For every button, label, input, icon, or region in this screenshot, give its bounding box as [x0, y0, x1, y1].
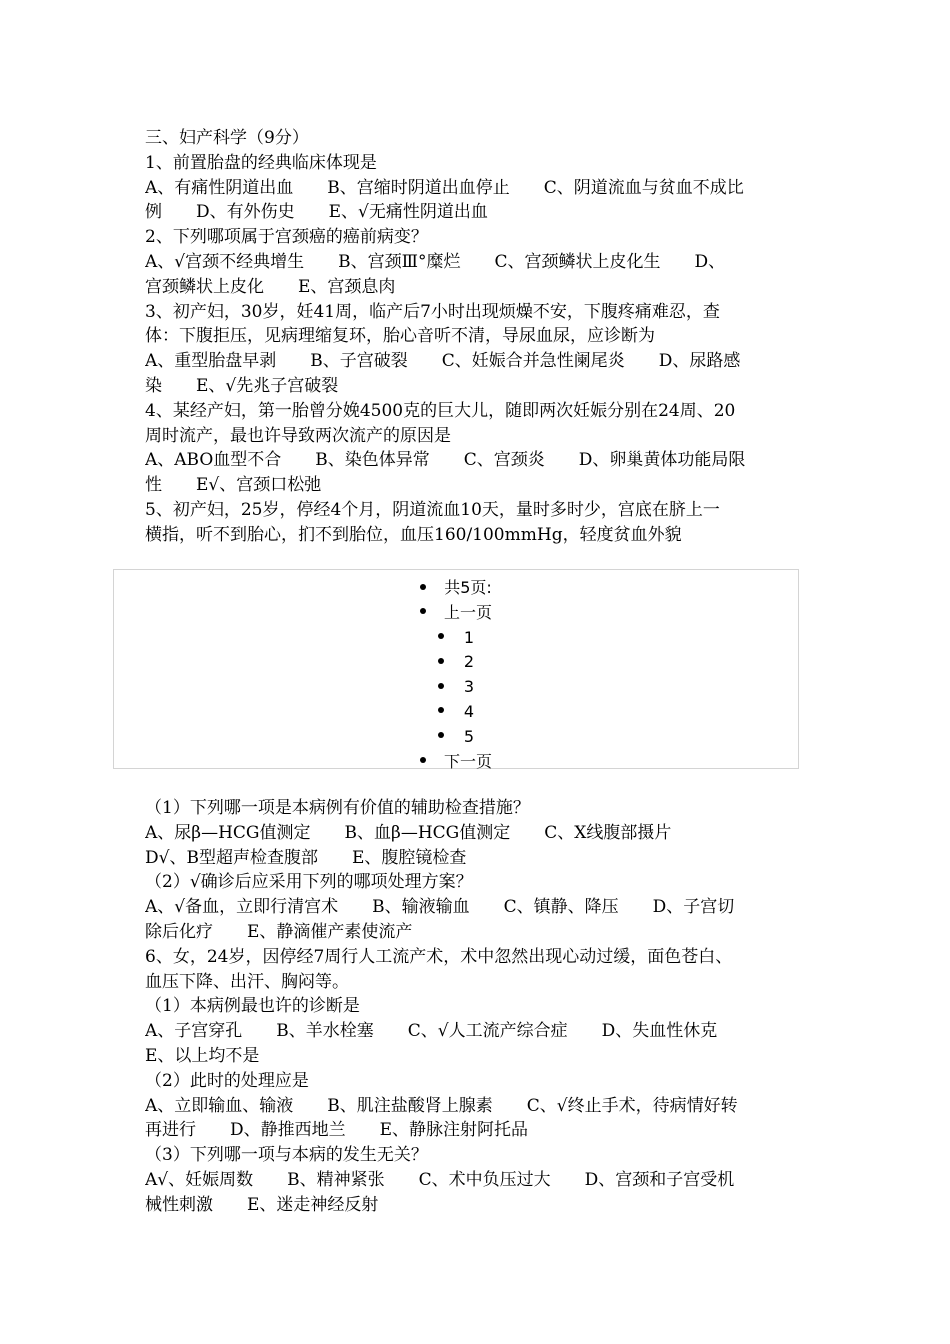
text-line: 周时流产，最也许导致两次流产的原因是 — [145, 425, 451, 446]
text-line: A√、妊娠周数 B、精神紧张 C、术中负压过大 D、宫颈和子宫受机 — [145, 1169, 735, 1190]
bullet-icon — [438, 707, 444, 713]
pagination-next-link[interactable]: 下一页 — [114, 750, 798, 775]
text-line: A、立即输血、输液 B、肌注盐酸肾上腺素 C、√终止手术，待病情好转 — [145, 1095, 738, 1116]
text-line: A、√备血，立即行清宫术 B、输液输血 C、镇静、降压 D、子宫切 — [145, 897, 735, 918]
text-line: （1）本病例最也许的诊断是 — [145, 996, 360, 1017]
text-line: 除后化疗 E、静滴催产素使流产 — [145, 921, 413, 942]
text-line: 2、下列哪项属于宫颈癌的癌前病变？ — [145, 227, 428, 248]
text-line: 1、前置胎盘的经典临床体现是 — [145, 152, 377, 173]
text-line: 横指，听不到胎心，扪不到胎位，血压160/100mmHg，轻度贫血外貌 — [145, 524, 682, 545]
bullet-icon — [438, 658, 444, 664]
text-line: A、有痛性阴道出血 B、宫缩时阴道出血停止 C、阴道流血与贫血不成比 — [145, 177, 744, 198]
text-line: 性 E√、宫颈口松弛 — [145, 475, 322, 496]
bullet-icon — [420, 608, 426, 614]
text-line: 4、某经产妇，第一胎曾分娩4500克的巨大儿，随即两次妊娠分别在24周、20 — [145, 400, 736, 421]
text-line: 6、女，24岁，因停经7周行人工流产术，术中忽然出现心动过缓，面色苍白、 — [145, 946, 733, 967]
text-line: （2）此时的处理应是 — [145, 1070, 309, 1091]
pagination-total: 共5页: — [114, 576, 798, 601]
text-line: 5、初产妇，25岁，停经4个月，阴道流血10天，量时多时少，宫底在脐上一 — [145, 499, 720, 520]
pagination-page-2[interactable]: 2 — [114, 650, 798, 675]
pagination-page-1[interactable]: 1 — [114, 626, 798, 651]
text-line: 3、初产妇，30岁，妊41周，临产后7小时出现烦燥不安，下腹疼痛难忍，查 — [145, 301, 720, 322]
text-line: A、重型胎盘早剥 B、子宫破裂 C、妊娠合并急性阑尾炎 D、尿路感 — [145, 351, 741, 372]
text-line: 染 E、√先兆子宫破裂 — [145, 375, 339, 396]
pagination-page-4[interactable]: 4 — [114, 700, 798, 725]
pagination-page-5[interactable]: 5 — [114, 725, 798, 750]
bullet-icon — [438, 633, 444, 639]
text-line: A、ABO血型不合 B、染色体异常 C、宫颈炎 D、卵巢黄体功能局限 — [145, 450, 746, 471]
document-section-bottom — [145, 796, 810, 1218]
text-line: 血压下降、出汗、胸闷等。 — [145, 971, 349, 992]
text-line: D√、B型超声检查腹部 E、腹腔镜检查 — [145, 847, 467, 868]
text-line: A、尿β—HCG值测定 B、血β—HCG值测定 C、X线腹部摄片 — [145, 822, 672, 843]
text-line: A、子宫穿孔 B、羊水栓塞 C、√人工流产综合症 D、失血性休克 — [145, 1021, 718, 1042]
text-line: 三、妇产科学（9分） — [145, 128, 309, 148]
bullet-icon — [438, 683, 444, 689]
pagination — [113, 569, 799, 769]
document-section-top — [145, 126, 810, 548]
bullet-icon — [420, 584, 426, 590]
text-line: 体：下腹拒压，见病理缩复环，胎心音听不清，导尿血尿，应诊断为 — [145, 326, 655, 347]
text-line: （1）下列哪一项是本病例有价值的辅助检查措施？ — [145, 798, 530, 818]
text-line: A、√宫颈不经典增生 B、宫颈Ⅲ°糜烂 C、宫颈鳞状上皮化生 D、 — [145, 251, 726, 272]
pagination-prev-link[interactable]: 上一页 — [114, 601, 798, 626]
text-line: E、以上均不是 — [145, 1045, 260, 1066]
bullet-icon — [420, 757, 426, 763]
text-line: （2）√确诊后应采用下列的哪项处理方案？ — [145, 872, 473, 893]
text-line: 例 D、有外伤史 E、√无痛性阴道出血 — [145, 202, 488, 223]
text-line: 再进行 D、静推西地兰 E、静脉注射阿托品 — [145, 1120, 529, 1141]
bullet-icon — [438, 732, 444, 738]
text-line: 械性刺激 E、迷走神经反射 — [145, 1194, 379, 1215]
pagination-page-3[interactable]: 3 — [114, 675, 798, 700]
text-line: 宫颈鳞状上皮化 E、宫颈息肉 — [145, 276, 396, 297]
text-line: （3）下列哪一项与本病的发生无关？ — [145, 1145, 428, 1166]
